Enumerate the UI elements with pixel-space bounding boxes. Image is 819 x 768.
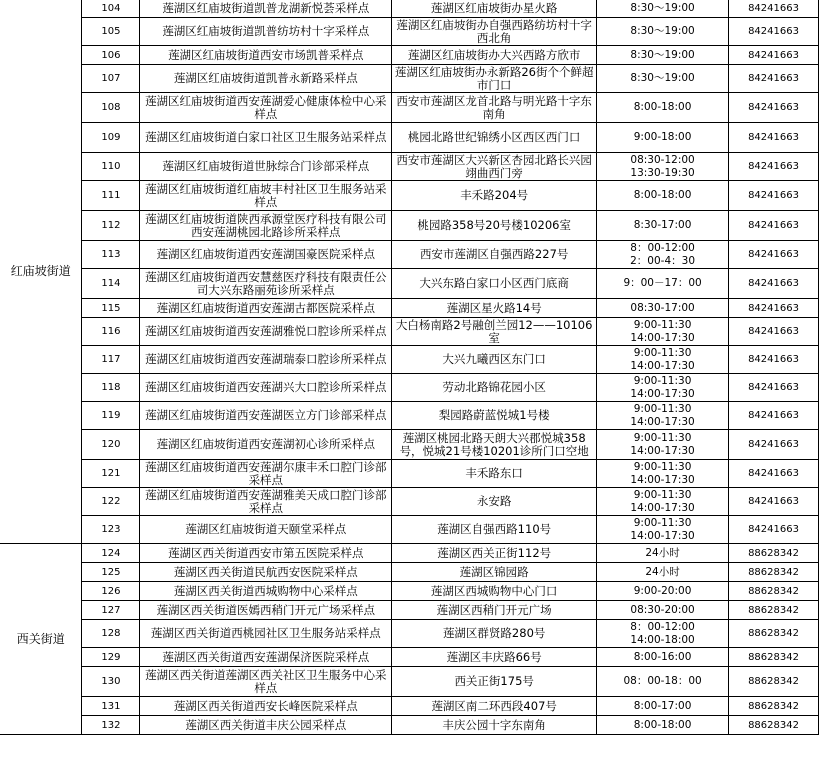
table-row — [0, 181, 819, 211]
contact-phone-cell[interactable]: 88628342 — [729, 620, 819, 648]
table-row — [0, 93, 819, 123]
contact-phone-cell[interactable]: 84241663 — [729, 402, 819, 430]
table-row — [0, 46, 819, 65]
row-number-cell[interactable]: 108 — [82, 93, 140, 123]
contact-phone-cell[interactable]: 88628342 — [729, 563, 819, 582]
sampling-point-name-cell[interactable]: 莲湖区西关街道西桃园社区卫生服务站采样点 — [140, 620, 392, 648]
table-row — [0, 620, 819, 648]
address-cell[interactable]: 西安市莲湖区龙首北路与明光路十字东南角 — [392, 93, 597, 123]
address-cell[interactable]: 莲湖区丰庆路66号 — [392, 648, 597, 667]
address-cell[interactable]: 莲湖区群贤路280号 — [392, 620, 597, 648]
sampling-point-name-cell[interactable]: 莲湖区红庙坡街道凯普龙湖新悦荟采样点 — [140, 0, 392, 18]
address-cell[interactable]: 丰禾路204号 — [392, 181, 597, 211]
service-hours-cell[interactable]: 08:30-17:00 — [597, 299, 729, 318]
address-cell[interactable]: 莲湖区桃园北路天朗大兴郡悦城358号，悦城21号楼10201诊所门口空地 — [392, 430, 597, 460]
address-cell[interactable]: 莲湖区西城购物中心门口 — [392, 582, 597, 601]
sampling-point-name-cell[interactable]: 莲湖区红庙坡街道西安莲湖古都医院采样点 — [140, 299, 392, 318]
contact-phone-cell[interactable]: 84241663 — [729, 374, 819, 402]
contact-phone-cell[interactable]: 88628342 — [729, 648, 819, 667]
service-hours-cell[interactable]: 8:30～19:00 — [597, 18, 729, 46]
row-number-cell[interactable]: 112 — [82, 211, 140, 241]
row-number-cell[interactable]: 109 — [82, 123, 140, 153]
address-cell[interactable]: 大兴九曦西区东门口 — [392, 346, 597, 374]
service-hours-cell[interactable]: 9:00-18:00 — [597, 123, 729, 153]
row-number-cell[interactable]: 125 — [82, 563, 140, 582]
street-name-cell[interactable]: 西关街道 — [0, 544, 82, 735]
address-cell[interactable]: 大白杨南路2号融创兰园12——10106室 — [392, 318, 597, 346]
sampling-point-name-cell[interactable]: 莲湖区西关街道莲湖区西关社区卫生服务中心采样点 — [140, 667, 392, 697]
address-cell[interactable]: 莲湖区西关正街112号 — [392, 544, 597, 563]
contact-phone-cell[interactable]: 84241663 — [729, 299, 819, 318]
sampling-point-name-cell[interactable]: 莲湖区红庙坡街道红庙坡丰村社区卫生服务站采样点 — [140, 181, 392, 211]
sampling-point-name-cell[interactable]: 莲湖区红庙坡街道天颐堂采样点 — [140, 516, 392, 544]
service-hours-cell[interactable]: 9:00-20:00 — [597, 582, 729, 601]
table-row — [0, 299, 819, 318]
contact-phone-cell[interactable]: 88628342 — [729, 544, 819, 563]
contact-phone-cell[interactable]: 84241663 — [729, 460, 819, 488]
table-row — [0, 0, 819, 18]
address-cell[interactable]: 莲湖区红庙坡街办自强西路纺坊村十字西北角 — [392, 18, 597, 46]
service-hours-cell[interactable]: 8：00-12:00 2：00-4：30 — [597, 241, 729, 269]
service-hours-cell[interactable]: 9:00-11:30 14:00-17:30 — [597, 346, 729, 374]
table-row — [0, 667, 819, 697]
table-row — [0, 544, 819, 563]
contact-phone-cell[interactable]: 84241663 — [729, 123, 819, 153]
sampling-point-name-cell[interactable]: 莲湖区红庙坡街道西安莲湖医立方门诊部采样点 — [140, 402, 392, 430]
service-hours-cell[interactable]: 24小时 — [597, 563, 729, 582]
address-cell[interactable]: 劳动北路锦花园小区 — [392, 374, 597, 402]
sampling-point-name-cell[interactable]: 莲湖区西关街道西安长峰医院采样点 — [140, 697, 392, 716]
contact-phone-cell[interactable]: 84241663 — [729, 46, 819, 65]
sampling-point-name-cell[interactable]: 莲湖区红庙坡街道西安莲湖国豪医院采样点 — [140, 241, 392, 269]
sampling-point-name-cell[interactable]: 莲湖区西关街道医嫣西稍门开元广场采样点 — [140, 601, 392, 620]
table-row — [0, 601, 819, 620]
table-row — [0, 318, 819, 346]
row-number-cell[interactable]: 116 — [82, 318, 140, 346]
row-number-cell[interactable]: 117 — [82, 346, 140, 374]
sampling-point-name-cell[interactable]: 莲湖区红庙坡街道世脉综合门诊部采样点 — [140, 153, 392, 181]
table-row — [0, 402, 819, 430]
address-cell[interactable]: 丰禾路东口 — [392, 460, 597, 488]
table-row — [0, 211, 819, 241]
contact-phone-cell[interactable]: 84241663 — [729, 93, 819, 123]
row-number-cell[interactable]: 122 — [82, 488, 140, 516]
contact-phone-cell[interactable]: 84241663 — [729, 346, 819, 374]
address-cell[interactable]: 桃园路358号20号楼10206室 — [392, 211, 597, 241]
row-number-cell[interactable]: 126 — [82, 582, 140, 601]
sampling-point-name-cell[interactable]: 莲湖区红庙坡街道凯普永新路采样点 — [140, 65, 392, 93]
contact-phone-cell[interactable]: 84241663 — [729, 516, 819, 544]
row-number-cell[interactable]: 106 — [82, 46, 140, 65]
table-row — [0, 716, 819, 735]
service-hours-cell[interactable]: 8:00-18:00 — [597, 93, 729, 123]
service-hours-cell[interactable]: 9:00-11:30 14:00-17:30 — [597, 430, 729, 460]
street-name-cell[interactable]: 红庙坡街道 — [0, 0, 82, 544]
service-hours-cell[interactable]: 8:00-18:00 — [597, 181, 729, 211]
address-cell[interactable]: 梨园路蔚蓝悦城1号楼 — [392, 402, 597, 430]
sampling-point-name-cell[interactable]: 莲湖区红庙坡街道西安莲湖初心诊所采样点 — [140, 430, 392, 460]
row-number-cell[interactable]: 128 — [82, 620, 140, 648]
address-cell[interactable]: 莲湖区自强西路110号 — [392, 516, 597, 544]
table-row — [0, 153, 819, 181]
service-hours-cell[interactable]: 8:00-16:00 — [597, 648, 729, 667]
service-hours-cell[interactable]: 9:00-11:30 14:00-17:30 — [597, 516, 729, 544]
service-hours-cell[interactable]: 8:30～19:00 — [597, 65, 729, 93]
contact-phone-cell[interactable]: 84241663 — [729, 269, 819, 299]
contact-phone-cell[interactable]: 88628342 — [729, 667, 819, 697]
service-hours-cell[interactable]: 9:00-11:30 14:00-17:30 — [597, 460, 729, 488]
address-cell[interactable]: 莲湖区红庙坡街办大兴西路方欣市 — [392, 46, 597, 65]
service-hours-cell[interactable]: 8:30～19:00 — [597, 46, 729, 65]
table-row — [0, 374, 819, 402]
row-number-cell[interactable]: 104 — [82, 0, 140, 18]
sampling-point-name-cell[interactable]: 莲湖区红庙坡街道西安莲湖雅美天成口腔门诊部采样点 — [140, 488, 392, 516]
sampling-point-name-cell[interactable]: 莲湖区红庙坡街道凯普纺坊村十字采样点 — [140, 18, 392, 46]
row-number-cell[interactable]: 131 — [82, 697, 140, 716]
contact-phone-cell[interactable]: 84241663 — [729, 430, 819, 460]
sampling-point-name-cell[interactable]: 莲湖区红庙坡街道西安莲湖兴大口腔诊所采样点 — [140, 374, 392, 402]
service-hours-cell[interactable]: 08：00-18：00 — [597, 667, 729, 697]
contact-phone-cell[interactable]: 84241663 — [729, 181, 819, 211]
contact-phone-cell[interactable]: 84241663 — [729, 153, 819, 181]
address-cell[interactable]: 莲湖区西稍门开元广场 — [392, 601, 597, 620]
address-cell[interactable]: 桃园北路世纪锦绣小区西区西门口 — [392, 123, 597, 153]
table-row — [0, 269, 819, 299]
row-number-cell[interactable]: 110 — [82, 153, 140, 181]
service-hours-cell[interactable]: 8:30-17:00 — [597, 211, 729, 241]
sampling-point-name-cell[interactable]: 莲湖区红庙坡街道西安莲湖爱心健康体检中心采样点 — [140, 93, 392, 123]
contact-phone-cell[interactable]: 88628342 — [729, 716, 819, 735]
service-hours-cell[interactable]: 9:00-11:30 14:00-17:30 — [597, 488, 729, 516]
table-row — [0, 516, 819, 544]
contact-phone-cell[interactable]: 84241663 — [729, 488, 819, 516]
service-hours-cell[interactable]: 8:00-18:00 — [597, 716, 729, 735]
service-hours-cell[interactable]: 9:00-11:30 14:00-17:30 — [597, 318, 729, 346]
address-cell[interactable]: 永安路 — [392, 488, 597, 516]
contact-phone-cell[interactable]: 84241663 — [729, 18, 819, 46]
sampling-point-name-cell[interactable]: 莲湖区西关街道西安市第五医院采样点 — [140, 544, 392, 563]
address-cell[interactable]: 大兴东路白家口小区西门底商 — [392, 269, 597, 299]
row-number-cell[interactable]: 115 — [82, 299, 140, 318]
service-hours-cell[interactable]: 9:00-11:30 14:00-17:30 — [597, 374, 729, 402]
sampling-point-name-cell[interactable]: 莲湖区红庙坡街道西安莲湖尔康丰禾口腔门诊部采样点 — [140, 460, 392, 488]
row-number-cell[interactable]: 114 — [82, 269, 140, 299]
sampling-point-name-cell[interactable]: 莲湖区西关街道西安莲湖保济医院采样点 — [140, 648, 392, 667]
sampling-point-name-cell[interactable]: 莲湖区红庙坡街道西安莲湖雅悦口腔诊所采样点 — [140, 318, 392, 346]
contact-phone-cell[interactable]: 84241663 — [729, 0, 819, 18]
contact-phone-cell[interactable]: 84241663 — [729, 241, 819, 269]
address-cell[interactable]: 西关正街175号 — [392, 667, 597, 697]
sampling-point-name-cell[interactable]: 莲湖区红庙坡街道白家口社区卫生服务站采样点 — [140, 123, 392, 153]
contact-phone-cell[interactable]: 88628342 — [729, 697, 819, 716]
contact-phone-cell[interactable]: 84241663 — [729, 211, 819, 241]
table-row — [0, 488, 819, 516]
service-hours-cell[interactable]: 08:30-20:00 — [597, 601, 729, 620]
service-hours-cell[interactable]: 9:00-11:30 14:00-17:30 — [597, 402, 729, 430]
address-cell[interactable]: 西安市莲湖区自强西路227号 — [392, 241, 597, 269]
contact-phone-cell[interactable]: 88628342 — [729, 601, 819, 620]
contact-phone-cell[interactable]: 84241663 — [729, 65, 819, 93]
row-number-cell[interactable]: 119 — [82, 402, 140, 430]
address-cell[interactable]: 西安市莲湖区大兴新区杏园北路长兴园翊曲西门旁 — [392, 153, 597, 181]
table-row — [0, 346, 819, 374]
address-cell[interactable]: 丰庆公园十字东南角 — [392, 716, 597, 735]
sampling-point-name-cell[interactable]: 莲湖区红庙坡街道西安市场凯普采样点 — [140, 46, 392, 65]
address-cell[interactable]: 莲湖区红庙坡街办永新路26街个个鲜超市门口 — [392, 65, 597, 93]
service-hours-cell[interactable]: 8:30～19:00 — [597, 0, 729, 18]
row-number-cell[interactable]: 105 — [82, 18, 140, 46]
service-hours-cell[interactable]: 24小时 — [597, 544, 729, 563]
sampling-point-name-cell[interactable]: 莲湖区红庙坡街道陕西承源堂医疗科技有限公司西安莲湖桃园北路诊所采样点 — [140, 211, 392, 241]
table-row — [0, 582, 819, 601]
address-cell[interactable]: 莲湖区红庙坡街办星火路 — [392, 0, 597, 18]
table-row — [0, 697, 819, 716]
table-row — [0, 65, 819, 93]
service-hours-cell[interactable]: 9：00－17：00 — [597, 269, 729, 299]
service-hours-cell[interactable]: 08:30-12:00 13:30-19:30 — [597, 153, 729, 181]
table-row — [0, 563, 819, 582]
row-number-cell[interactable]: 132 — [82, 716, 140, 735]
table-row — [0, 241, 819, 269]
service-hours-cell[interactable]: 8:00-17:00 — [597, 697, 729, 716]
sampling-point-name-cell[interactable]: 莲湖区西关街道丰庆公园采样点 — [140, 716, 392, 735]
address-cell[interactable]: 莲湖区锦园路 — [392, 563, 597, 582]
table-row — [0, 460, 819, 488]
row-number-cell[interactable]: 107 — [82, 65, 140, 93]
row-number-cell[interactable]: 129 — [82, 648, 140, 667]
table-row — [0, 648, 819, 667]
row-number-cell[interactable]: 127 — [82, 601, 140, 620]
contact-phone-cell[interactable]: 84241663 — [729, 318, 819, 346]
address-cell[interactable]: 莲湖区星火路14号 — [392, 299, 597, 318]
contact-phone-cell[interactable]: 88628342 — [729, 582, 819, 601]
table-row — [0, 123, 819, 153]
row-number-cell[interactable]: 118 — [82, 374, 140, 402]
row-number-cell[interactable]: 130 — [82, 667, 140, 697]
table-row — [0, 430, 819, 460]
sampling-point-name-cell[interactable]: 莲湖区西关街道西城购物中心采样点 — [140, 582, 392, 601]
row-number-cell[interactable]: 120 — [82, 430, 140, 460]
table-row — [0, 18, 819, 46]
address-cell[interactable]: 莲湖区南二环西段407号 — [392, 697, 597, 716]
sampling-point-name-cell[interactable]: 莲湖区红庙坡街道西安慧慈医疗科技有限责任公司大兴东路丽苑诊所采样点 — [140, 269, 392, 299]
row-number-cell[interactable]: 124 — [82, 544, 140, 563]
sampling-point-name-cell[interactable]: 莲湖区西关街道民航西安医院采样点 — [140, 563, 392, 582]
row-number-cell[interactable]: 121 — [82, 460, 140, 488]
sampling-point-name-cell[interactable]: 莲湖区红庙坡街道西安莲湖瑞泰口腔诊所采样点 — [140, 346, 392, 374]
row-number-cell[interactable]: 123 — [82, 516, 140, 544]
row-number-cell[interactable]: 113 — [82, 241, 140, 269]
service-hours-cell[interactable]: 8：00-12:00 14:00-18:00 — [597, 620, 729, 648]
row-number-cell[interactable]: 111 — [82, 181, 140, 211]
